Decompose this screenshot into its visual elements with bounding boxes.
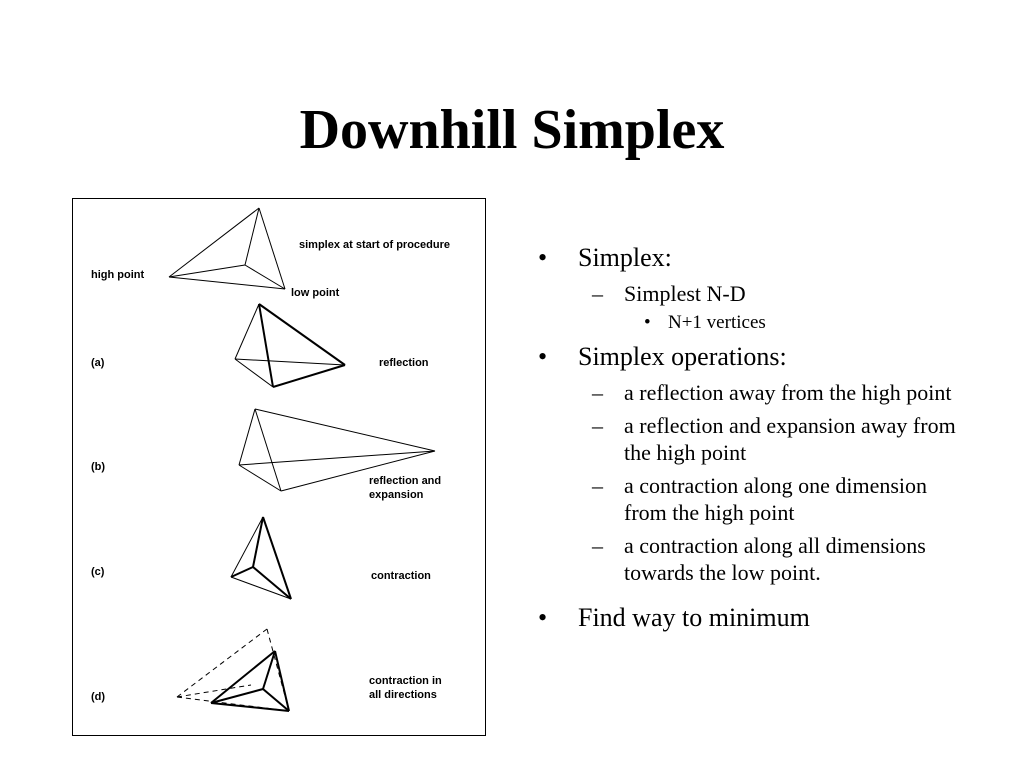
- bullet-op3: – a contraction along one dimension from the high point: [538, 472, 958, 526]
- label-contraction-all: contraction in all directions: [369, 675, 442, 701]
- contraction-simplex: [231, 517, 291, 599]
- bullet-op2: – a reflection and expansion away from the high point: [538, 412, 958, 466]
- bullet-operations: • Simplex operations:: [538, 341, 958, 373]
- bullet-simplex: • Simplex:: [538, 242, 958, 274]
- simplex-figure: [72, 198, 486, 736]
- label-d: (d): [91, 691, 106, 703]
- label-start: simplex at start of procedure: [299, 239, 450, 251]
- label-high-point: high point: [91, 269, 145, 281]
- bullet-vertices: • N+1 vertices: [538, 311, 958, 335]
- label-b: (b): [91, 461, 106, 473]
- label-contraction: contraction: [371, 570, 431, 582]
- bullet-op4: – a contraction along all dimensions towards the low point.: [538, 532, 958, 586]
- bullet-op1: – a reflection away from the high point: [538, 379, 958, 406]
- reflection-simplex: [235, 304, 345, 387]
- contraction-all-simplex: [177, 629, 289, 711]
- start-simplex: [169, 208, 285, 289]
- bullet-simplest: – Simplest N-D: [538, 280, 958, 307]
- label-low-point: low point: [291, 287, 340, 299]
- label-reflection: reflection: [379, 357, 429, 369]
- slide-title: Downhill Simplex: [299, 99, 725, 161]
- label-a: (a): [91, 357, 105, 369]
- bullet-list: [538, 236, 958, 634]
- label-reflection-expansion: reflection and expansion: [369, 475, 442, 501]
- bullet-find: • Find way to minimum: [538, 602, 958, 634]
- label-c: (c): [91, 566, 105, 578]
